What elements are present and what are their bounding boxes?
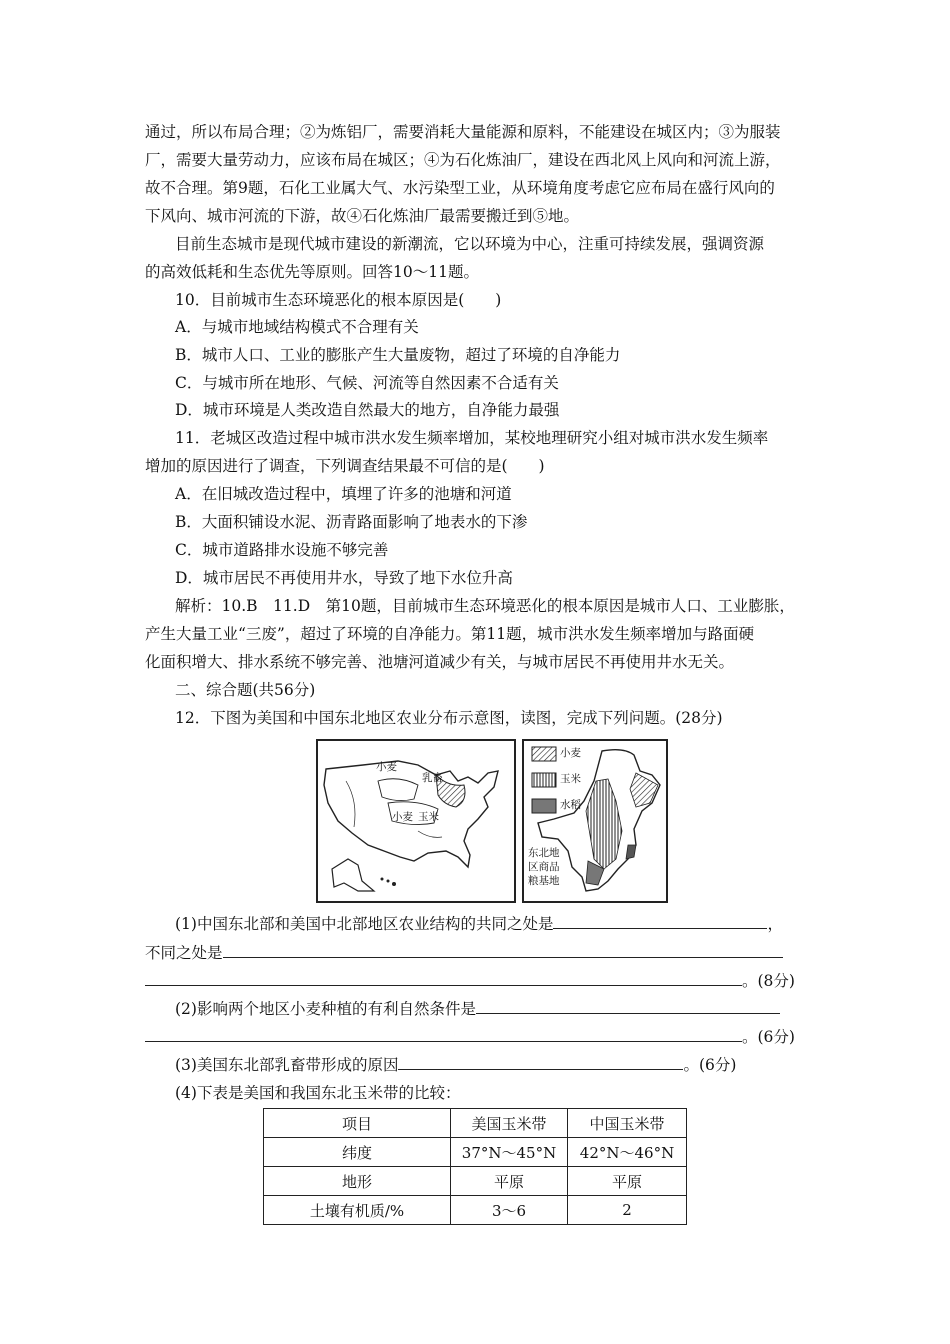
table-cell: 土壤有机质/% — [264, 1196, 451, 1225]
table-cell: 纬度 — [264, 1138, 451, 1167]
question-11: 11．老城区改造过程中城市洪水发生频率增加，某校地理研究小组对城市洪水发生频率 — [175, 429, 769, 447]
option-10b: B．城市人口、工业的膨胀产生大量废物，超过了环境的自净能力 — [175, 346, 621, 364]
map-note-line2: 区商品 — [528, 861, 560, 873]
answer-blank[interactable] — [476, 998, 780, 1014]
table-cell: 平原 — [451, 1167, 568, 1196]
question-12: 12．下图为美国和中国东北地区农业分布示意图，读图，完成下列问题。(28分) — [175, 709, 723, 727]
option-10c: C．与城市所在地形、气候、河流等自然因素不合适有关 — [175, 374, 559, 392]
text-line: 故不合理。第9题，石化工业属大气、水污染型工业，从环境角度考虑它应布局在盛行风向的 — [145, 179, 775, 197]
table-row — [264, 1196, 687, 1225]
china-northeast-map — [522, 739, 668, 903]
subquestion-4: (4)下表是美国和我国东北玉米带的比较： — [175, 1084, 461, 1102]
text-line: 增加的原因进行了调查，下列调查结果最不可信的是( ) — [145, 457, 545, 475]
table-cell: 42°N～46°N — [568, 1138, 687, 1167]
table-cell: 2 — [568, 1196, 687, 1225]
text-line: 下风向、城市河流的下游，故④石化炼油厂最需要搬迁到⑤地。 — [145, 207, 580, 225]
subquestion-1-line3 — [145, 970, 795, 992]
option-11b: B．大面积铺设水泥、沥青路面影响了地表水的下渗 — [175, 513, 528, 531]
question-10: 10．目前城市生态环境恶化的根本原因是( ) — [175, 291, 502, 309]
answer-blank[interactable] — [223, 942, 783, 958]
subquestion-2-line2 — [145, 1026, 795, 1048]
text-line: 的高效低耗和生态优先等原则。回答10～11题。 — [145, 263, 479, 281]
map-note-line1: 东北地 — [528, 847, 560, 859]
comparison-table — [263, 1108, 687, 1225]
option-10a: A．与城市地域结构模式不合理有关 — [175, 318, 419, 336]
legend-corn-label: 玉米 — [560, 773, 581, 785]
answer-blank[interactable] — [145, 970, 742, 986]
score-note: 。(8分) — [742, 972, 795, 990]
map-note-line3: 粮基地 — [528, 875, 560, 887]
usa-agriculture-map — [316, 739, 516, 903]
legend-corn-swatch — [532, 773, 556, 787]
analysis-text: 解析：10.B 11.D 第10题，目前城市生态环境恶化的根本原因是城市人口、工业膨胀， — [175, 597, 795, 615]
legend-wheat-label: 小麦 — [560, 747, 581, 759]
legend-wheat-swatch — [532, 747, 556, 761]
text-line: 厂，需要大量劳动力，应该布局在城区；④为石化炼油厂，建设在西北风上风向和河流上游， — [145, 151, 781, 169]
option-11d: D．城市居民不再使用井水，导致了地下水位升高 — [175, 569, 513, 587]
subquestion-1 — [175, 913, 783, 935]
usa-label-corn: 玉米 — [418, 811, 439, 823]
answer-blank[interactable] — [553, 913, 767, 929]
subquestion-1-text2: 不同之处是 — [145, 944, 223, 962]
usa-outline — [318, 741, 514, 901]
table-header-row — [264, 1109, 687, 1138]
usa-label-wheat-north: 小麦 — [376, 761, 397, 773]
subquestion-3 — [175, 1054, 736, 1076]
legend-rice-swatch — [532, 799, 556, 813]
answer-blank[interactable] — [145, 1026, 742, 1042]
usa-label-dairy: 乳畜 — [422, 772, 443, 784]
table-cell: 3～6 — [451, 1196, 568, 1225]
subquestion-3-text: (3)美国东北部乳畜带形成的原因 — [175, 1056, 399, 1074]
table-cell: 地形 — [264, 1167, 451, 1196]
usa-label-wheat-south: 小麦 — [392, 811, 413, 823]
comma: ， — [767, 915, 783, 933]
legend-rice-label: 水稻 — [560, 799, 581, 811]
analysis-text: 化面积增大、排水系统不够完善、池塘河道减少有关，与城市居民不再使用井水无关。 — [145, 653, 735, 671]
score-note: 。(6分) — [683, 1056, 737, 1074]
subquestion-2 — [175, 998, 780, 1020]
analysis-text: 产生大量工业“三废”，超过了环境的自净能力。第11题，城市洪水发生频率增加与路面硬 — [145, 625, 755, 643]
option-11a: A．在旧城改造过程中，填埋了许多的池塘和河道 — [175, 485, 512, 503]
table-cell: 平原 — [568, 1167, 687, 1196]
subquestion-1-line2 — [145, 942, 783, 964]
text-line: 通过，所以布局合理；②为炼铝厂，需要消耗大量能源和原料，不能建设在城区内；③为服装 — [145, 123, 781, 141]
table-cell: 37°N～45°N — [451, 1138, 568, 1167]
option-11c: C．城市道路排水设施不够完善 — [175, 541, 389, 559]
answer-blank[interactable] — [398, 1054, 683, 1070]
text-line: 目前生态城市是现代城市建设的新潮流，它以环境为中心，注重可持续发展，强调资源 — [175, 235, 765, 253]
table-row — [264, 1138, 687, 1167]
table-header-cell: 美国玉米带 — [451, 1109, 568, 1138]
option-10d: D．城市环境是人类改造自然最大的地方，自净能力最强 — [175, 401, 560, 419]
table-header-cell: 中国玉米带 — [568, 1109, 687, 1138]
score-note: 。(6分) — [742, 1028, 795, 1046]
table-header-cell: 项目 — [264, 1109, 451, 1138]
subquestion-2-text: (2)影响两个地区小麦种植的有利自然条件是 — [175, 1000, 476, 1018]
subquestion-1-text: (1)中国东北部和美国中北部地区农业结构的共同之处是 — [175, 915, 554, 933]
table-row — [264, 1167, 687, 1196]
section-heading: 二、综合题(共56分) — [175, 681, 316, 699]
